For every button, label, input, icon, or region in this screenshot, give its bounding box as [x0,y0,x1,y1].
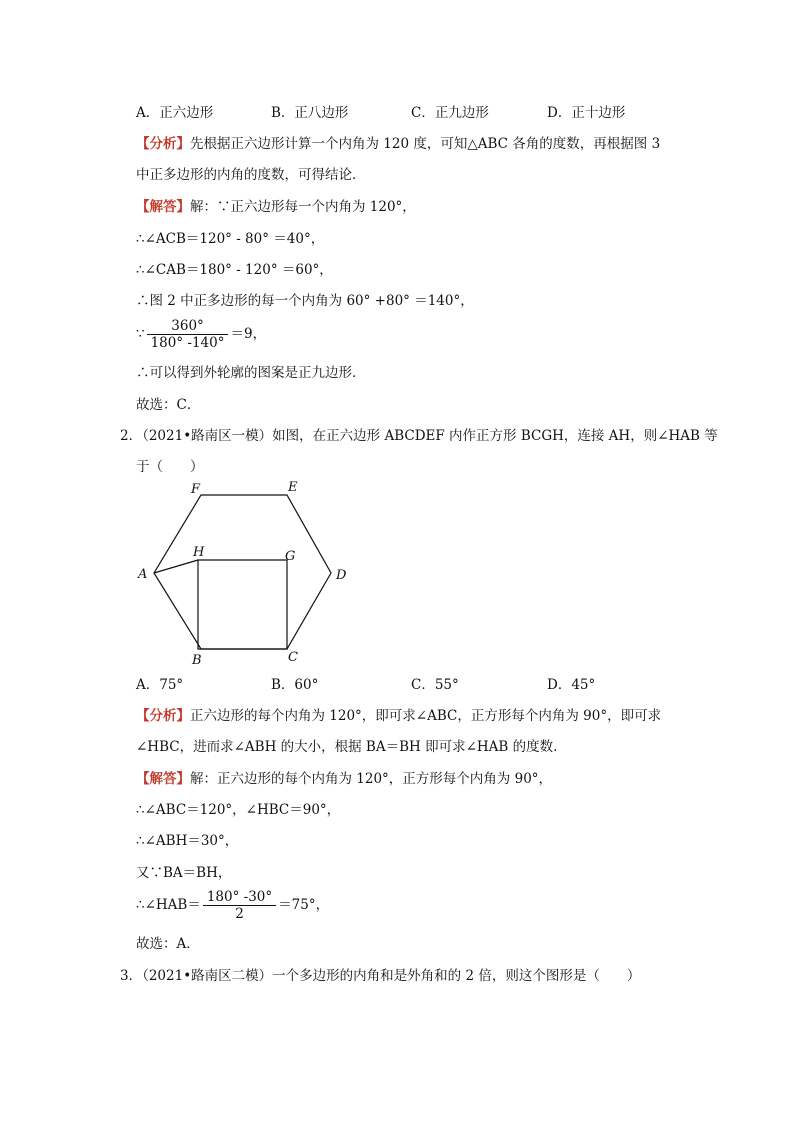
answer-text: 解：∵正六边形每一个内角为 120°， [190,199,416,215]
q1-step2: ∴∠CAB＝180° - 120° ＝60°， [136,262,333,278]
q1-step4 [136,318,266,351]
q2-option-d: D．45° [547,677,596,693]
q1-option-b: B．正八边形 [271,105,349,121]
q2-step4-suffix: ＝75°， [278,897,330,913]
q2-step3: 又∵BA＝BH， [136,865,232,881]
q2-step1: ∴∠ABC＝120°，∠HBC＝90°， [136,802,341,818]
q3-stem: 3．（2021•路南区二模）一个多边形的内角和是外角和的 2 倍，则这个图形是（ ） [120,968,641,984]
q2-step4 [136,889,329,922]
q1-option-c: C．正九边形 [411,105,489,121]
q2-answer [136,770,552,788]
q2-analysis [136,707,661,725]
q1-analysis-line2: 中正多边形的内角的度数，可得结论． [136,167,366,183]
analysis-tag: 【分析】 [136,708,190,724]
q2-step2: ∴∠ABH＝30°， [136,833,239,849]
q2-choice: 故选：A． [136,936,200,952]
label-g: G [285,549,296,564]
q1-step4-suffix: ＝9， [230,326,267,342]
q2-analysis-line2: ∠HBC，进而求∠ABH 的大小，根据 BA＝BH 即可求∠HAB 的度数． [136,739,567,755]
q1-step3: ∴图 2 中正多边形的每一个内角为 60° +80° ＝140°， [136,293,474,309]
q1-fraction-denominator: 180° -140° [150,335,225,351]
label-b: B [192,653,202,668]
label-e: E [288,480,298,495]
analysis-text: 先根据正六边形计算一个内角为 120 度，可知△ABC 各角的度数，再根据图 3 [190,136,661,152]
answer-tag: 【解答】 [136,771,190,787]
q1-step5: ∴可以得到外轮廓的图案是正九边形． [136,365,366,381]
q2-fraction [203,889,276,922]
q1-option-d: D．正十边形 [547,105,626,121]
q1-analysis [136,135,660,153]
label-a: A [138,567,148,582]
q2-option-c: C．55° [411,677,459,693]
label-c: C [288,650,298,665]
q1-option-a: A．正六边形 [136,105,214,121]
hexagon-square-figure [130,478,360,668]
q2-stem-line2: 于（ ） [136,459,204,475]
square-outline [198,560,287,649]
label-d: D [336,568,347,583]
q1-step1: ∴∠ACB＝120° - 80° ＝40°， [136,231,325,247]
q2-stem: 2．（2021•路南区一模）如图，在正六边形 ABCDEF 内作正方形 BCGH，连接 AH，则∠HAB 等 [120,428,718,444]
q2-option-b: B．60° [271,677,319,693]
q2-step4-prefix: ∴∠HAB＝ [136,897,201,913]
q1-step4-prefix: ∵ [136,326,145,342]
label-f: F [191,482,201,497]
hexagon-outline [154,495,331,649]
q2-fraction-numerator: 180° -30° [203,889,276,906]
answer-tag: 【解答】 [136,199,190,215]
q1-fraction [147,318,229,351]
analysis-text: 正六边形的每个内角为 120°，即可求∠ABC，正方形每个内角为 90°，即可求 [190,708,662,724]
q1-choice: 故选：C． [136,397,201,413]
q2-fraction-denominator: 2 [235,906,244,922]
q1-fraction-numerator: 360° [147,318,229,335]
q2-option-a: A．75° [136,677,184,693]
label-h: H [193,545,205,560]
q1-answer [136,198,416,216]
analysis-tag: 【分析】 [136,136,190,152]
answer-text: 解：正六边形的每个内角为 120°，正方形每个内角为 90°， [190,771,553,787]
